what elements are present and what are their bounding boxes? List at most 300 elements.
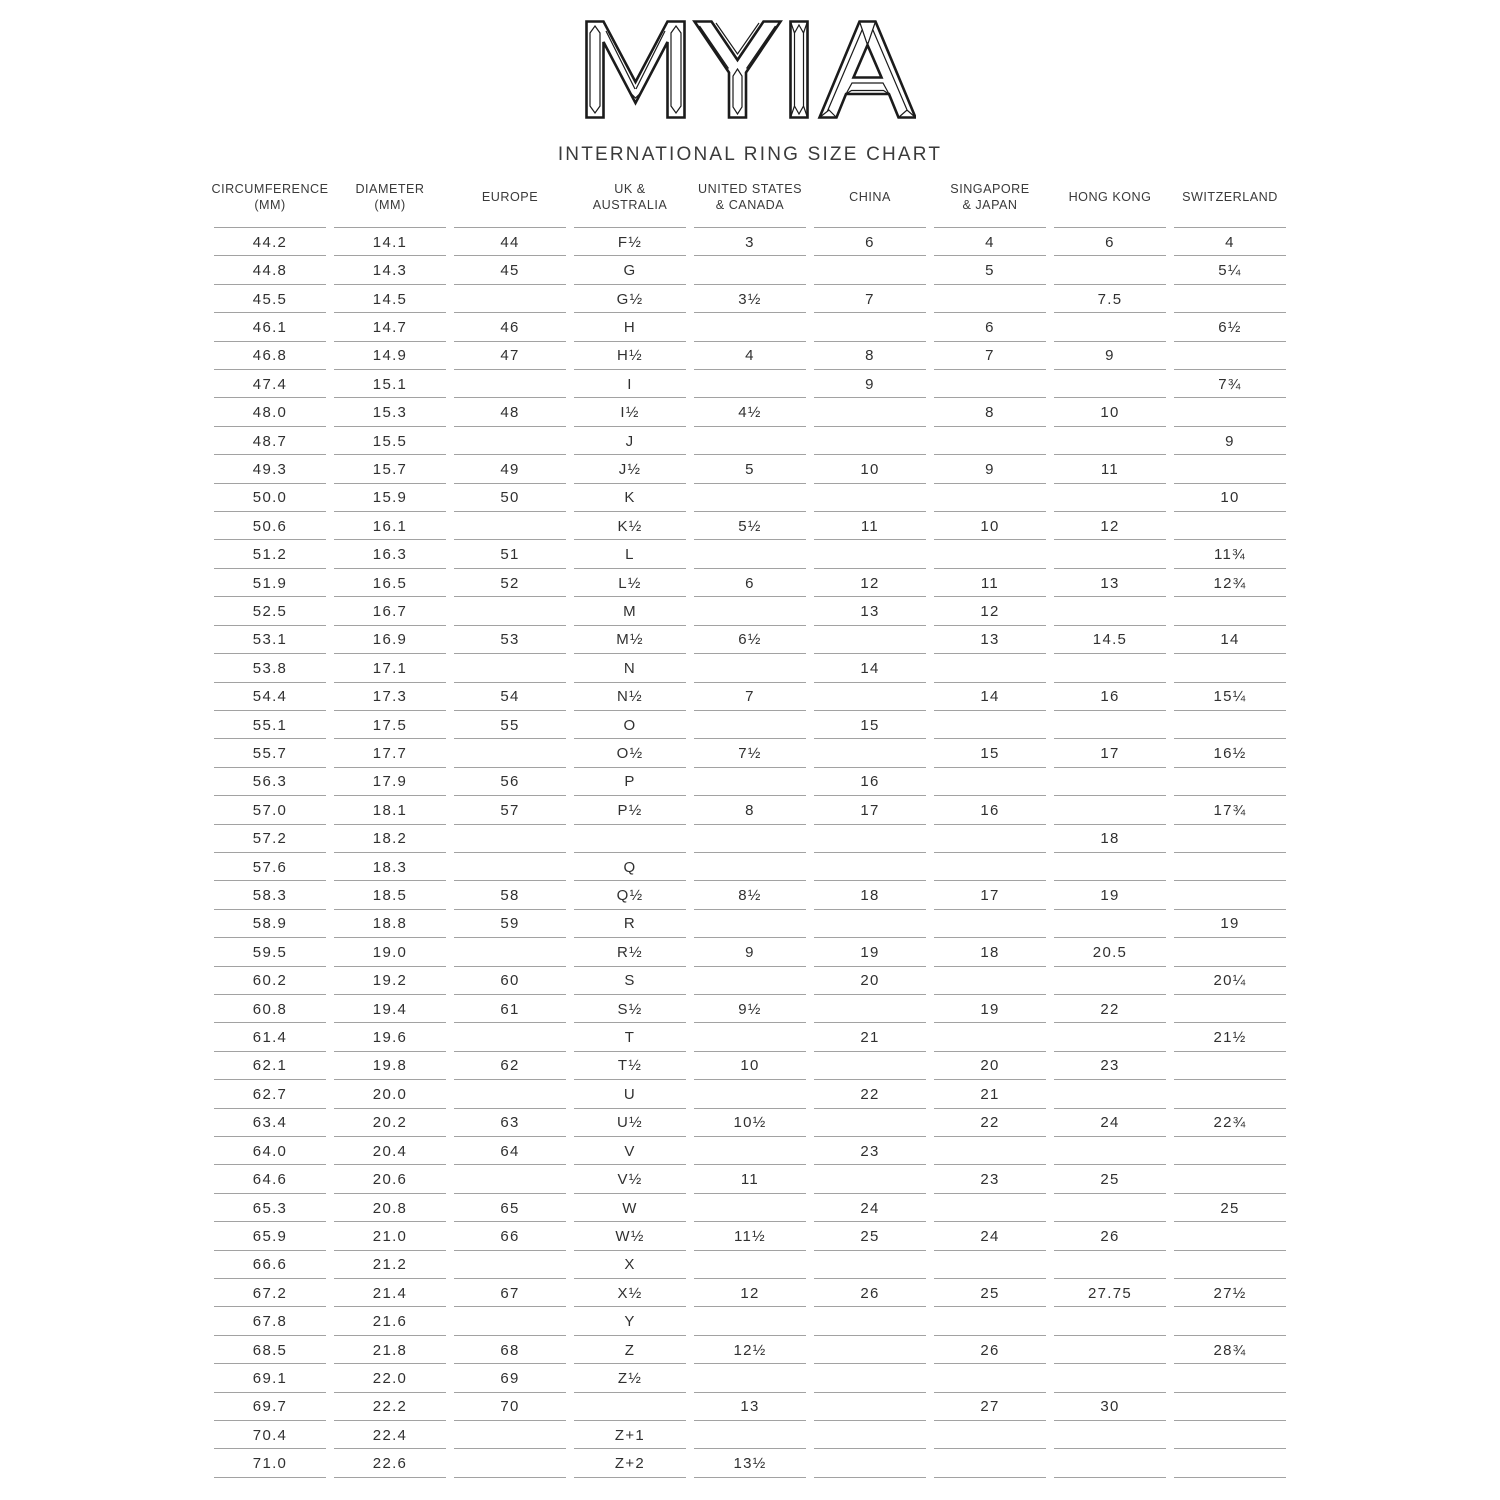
- cell-diameter-row-35: 20.8: [334, 1194, 446, 1222]
- cell-diameter-row-17: 17.3: [334, 683, 446, 711]
- cell-switzerland-row-4: 6½: [1174, 313, 1286, 341]
- cell-singapore-japan-row-40: 26: [934, 1336, 1046, 1364]
- cell-europe-row-27: 60: [454, 967, 566, 995]
- cell-switzerland-row-31: [1174, 1080, 1286, 1108]
- cell-uk-australia-row-41: Z½: [574, 1364, 686, 1392]
- cell-circumference-row-17: 54.4: [214, 683, 326, 711]
- cell-china-row-35: 24: [814, 1194, 926, 1222]
- myia-logo-icon: [585, 20, 916, 120]
- cell-hong-kong-row-25: [1054, 910, 1166, 938]
- cell-hong-kong-row-18: [1054, 711, 1166, 739]
- cell-us-canada-row-4: [694, 313, 806, 341]
- cell-hong-kong-row-26: 20.5: [1054, 938, 1166, 966]
- cell-hong-kong-row-11: 12: [1054, 512, 1166, 540]
- cell-hong-kong-row-31: [1054, 1080, 1166, 1108]
- cell-hong-kong-row-3: 7.5: [1054, 285, 1166, 313]
- cell-europe-row-19: [454, 739, 566, 767]
- cell-diameter-row-10: 15.9: [334, 484, 446, 512]
- cell-circumference-row-13: 51.9: [214, 569, 326, 597]
- cell-diameter-row-38: 21.4: [334, 1279, 446, 1307]
- cell-us-canada-row-13: 6: [694, 569, 806, 597]
- cell-hong-kong-row-37: [1054, 1251, 1166, 1279]
- cell-china-row-10: [814, 484, 926, 512]
- cell-europe-row-32: 63: [454, 1109, 566, 1137]
- cell-uk-australia-row-10: K: [574, 484, 686, 512]
- cell-switzerland-row-10: 10: [1174, 484, 1286, 512]
- cell-china-row-15: [814, 626, 926, 654]
- cell-uk-australia-row-37: X: [574, 1251, 686, 1279]
- cell-us-canada-row-5: 4: [694, 342, 806, 370]
- column-header-europe: [454, 181, 566, 228]
- cell-switzerland-row-32: 22¾: [1174, 1109, 1286, 1137]
- cell-hong-kong-row-36: 26: [1054, 1222, 1166, 1250]
- cell-singapore-japan-row-8: [934, 427, 1046, 455]
- cell-china-row-44: [814, 1449, 926, 1477]
- cell-us-canada-row-16: [694, 654, 806, 682]
- cell-uk-australia-row-32: U½: [574, 1109, 686, 1137]
- cell-us-canada-row-40: 12½: [694, 1336, 806, 1364]
- cell-circumference-row-32: 63.4: [214, 1109, 326, 1137]
- cell-china-row-12: [814, 540, 926, 568]
- cell-us-canada-row-10: [694, 484, 806, 512]
- cell-circumference-row-5: 46.8: [214, 342, 326, 370]
- cell-diameter-row-1: 14.1: [334, 228, 446, 256]
- cell-europe-row-41: 69: [454, 1364, 566, 1392]
- cell-hong-kong-row-30: 23: [1054, 1052, 1166, 1080]
- cell-uk-australia-row-1: F½: [574, 228, 686, 256]
- column-circumference: [210, 181, 330, 1478]
- cell-us-canada-row-37: [694, 1251, 806, 1279]
- cell-switzerland-row-43: [1174, 1421, 1286, 1449]
- cell-us-canada-row-33: [694, 1137, 806, 1165]
- cell-uk-australia-row-36: W½: [574, 1222, 686, 1250]
- cell-circumference-row-39: 67.8: [214, 1307, 326, 1335]
- cell-singapore-japan-row-34: 23: [934, 1165, 1046, 1193]
- cell-uk-australia-row-27: S: [574, 967, 686, 995]
- cell-uk-australia-row-8: J: [574, 427, 686, 455]
- cell-us-canada-row-19: 7½: [694, 739, 806, 767]
- cell-switzerland-row-29: 21½: [1174, 1023, 1286, 1051]
- cell-uk-australia-row-15: M½: [574, 626, 686, 654]
- cell-switzerland-row-44: [1174, 1449, 1286, 1477]
- cell-switzerland-row-22: [1174, 825, 1286, 853]
- cell-circumference-row-3: 45.5: [214, 285, 326, 313]
- cell-china-row-31: 22: [814, 1080, 926, 1108]
- cell-diameter-row-8: 15.5: [334, 427, 446, 455]
- cell-switzerland-row-41: [1174, 1364, 1286, 1392]
- cell-circumference-row-19: 55.7: [214, 739, 326, 767]
- cell-china-row-18: 15: [814, 711, 926, 739]
- cell-uk-australia-row-39: Y: [574, 1307, 686, 1335]
- cell-uk-australia-row-23: Q: [574, 853, 686, 881]
- cell-singapore-japan-row-26: 18: [934, 938, 1046, 966]
- cell-china-row-13: 12: [814, 569, 926, 597]
- cell-china-row-22: [814, 825, 926, 853]
- cell-circumference-row-34: 64.6: [214, 1165, 326, 1193]
- cell-singapore-japan-row-2: 5: [934, 256, 1046, 284]
- cell-singapore-japan-row-29: [934, 1023, 1046, 1051]
- cell-europe-row-1: 44: [454, 228, 566, 256]
- cell-hong-kong-row-43: [1054, 1421, 1166, 1449]
- cell-circumference-row-15: 53.1: [214, 626, 326, 654]
- cell-switzerland-row-33: [1174, 1137, 1286, 1165]
- cell-singapore-japan-row-41: [934, 1364, 1046, 1392]
- cell-circumference-row-1: 44.2: [214, 228, 326, 256]
- cell-hong-kong-row-32: 24: [1054, 1109, 1166, 1137]
- cell-china-row-25: [814, 910, 926, 938]
- cell-switzerland-row-37: [1174, 1251, 1286, 1279]
- cell-us-canada-row-15: 6½: [694, 626, 806, 654]
- cell-china-row-30: [814, 1052, 926, 1080]
- cell-uk-australia-row-22: [574, 825, 686, 853]
- cell-china-row-28: [814, 995, 926, 1023]
- cell-us-canada-row-29: [694, 1023, 806, 1051]
- cell-europe-row-10: 50: [454, 484, 566, 512]
- cell-diameter-row-43: 22.4: [334, 1421, 446, 1449]
- cell-uk-australia-row-16: N: [574, 654, 686, 682]
- cell-circumference-row-42: 69.7: [214, 1393, 326, 1421]
- cell-china-row-16: 14: [814, 654, 926, 682]
- cell-circumference-row-8: 48.7: [214, 427, 326, 455]
- cell-diameter-row-25: 18.8: [334, 910, 446, 938]
- cell-diameter-row-32: 20.2: [334, 1109, 446, 1137]
- cell-singapore-japan-row-42: 27: [934, 1393, 1046, 1421]
- cell-circumference-row-18: 55.1: [214, 711, 326, 739]
- cell-us-canada-row-2: [694, 256, 806, 284]
- cell-china-row-20: 16: [814, 768, 926, 796]
- cell-diameter-row-24: 18.5: [334, 881, 446, 909]
- cell-europe-row-24: 58: [454, 881, 566, 909]
- cell-europe-row-43: [454, 1421, 566, 1449]
- cell-europe-row-17: 54: [454, 683, 566, 711]
- cell-uk-australia-row-11: K½: [574, 512, 686, 540]
- cell-europe-row-6: [454, 370, 566, 398]
- cell-circumference-row-23: 57.6: [214, 853, 326, 881]
- cell-china-row-27: 20: [814, 967, 926, 995]
- column-uk-australia: [570, 181, 690, 1478]
- cell-circumference-row-44: 71.0: [214, 1449, 326, 1477]
- cell-europe-row-18: 55: [454, 711, 566, 739]
- cell-singapore-japan-row-13: 11: [934, 569, 1046, 597]
- column-header-uk-australia: [574, 181, 686, 228]
- cell-uk-australia-row-2: G: [574, 256, 686, 284]
- cell-singapore-japan-row-36: 24: [934, 1222, 1046, 1250]
- cell-europe-row-33: 64: [454, 1137, 566, 1165]
- cell-diameter-row-27: 19.2: [334, 967, 446, 995]
- cell-circumference-row-22: 57.2: [214, 825, 326, 853]
- cell-china-row-37: [814, 1251, 926, 1279]
- cell-singapore-japan-row-4: 6: [934, 313, 1046, 341]
- cell-hong-kong-row-20: [1054, 768, 1166, 796]
- cell-switzerland-row-5: [1174, 342, 1286, 370]
- header-label: UK &: [614, 182, 646, 196]
- cell-china-row-43: [814, 1421, 926, 1449]
- cell-hong-kong-row-28: 22: [1054, 995, 1166, 1023]
- cell-hong-kong-row-29: [1054, 1023, 1166, 1051]
- cell-singapore-japan-row-1: 4: [934, 228, 1046, 256]
- cell-circumference-row-24: 58.3: [214, 881, 326, 909]
- cell-hong-kong-row-1: 6: [1054, 228, 1166, 256]
- cell-circumference-row-38: 67.2: [214, 1279, 326, 1307]
- cell-uk-australia-row-29: T: [574, 1023, 686, 1051]
- cell-china-row-7: [814, 398, 926, 426]
- cell-us-canada-row-23: [694, 853, 806, 881]
- cell-europe-row-31: [454, 1080, 566, 1108]
- cell-hong-kong-row-10: [1054, 484, 1166, 512]
- cell-uk-australia-row-12: L: [574, 540, 686, 568]
- cell-us-canada-row-44: 13½: [694, 1449, 806, 1477]
- cell-us-canada-row-30: 10: [694, 1052, 806, 1080]
- cell-uk-australia-row-6: I: [574, 370, 686, 398]
- cell-us-canada-row-42: 13: [694, 1393, 806, 1421]
- cell-singapore-japan-row-43: [934, 1421, 1046, 1449]
- cell-uk-australia-row-26: R½: [574, 938, 686, 966]
- cell-hong-kong-row-38: 27.75: [1054, 1279, 1166, 1307]
- cell-diameter-row-40: 21.8: [334, 1336, 446, 1364]
- cell-china-row-33: 23: [814, 1137, 926, 1165]
- cell-us-canada-row-1: 3: [694, 228, 806, 256]
- cell-diameter-row-37: 21.2: [334, 1251, 446, 1279]
- cell-diameter-row-9: 15.7: [334, 455, 446, 483]
- cell-us-canada-row-24: 8½: [694, 881, 806, 909]
- cell-us-canada-row-11: 5½: [694, 512, 806, 540]
- cell-hong-kong-row-41: [1054, 1364, 1166, 1392]
- ring-size-table: [210, 181, 1290, 1478]
- cell-china-row-23: [814, 853, 926, 881]
- header-label: CIRCUMFERENCE: [211, 182, 329, 196]
- cell-singapore-japan-row-6: [934, 370, 1046, 398]
- cell-hong-kong-row-34: 25: [1054, 1165, 1166, 1193]
- cell-diameter-row-21: 18.1: [334, 796, 446, 824]
- cell-singapore-japan-row-5: 7: [934, 342, 1046, 370]
- cell-circumference-row-11: 50.6: [214, 512, 326, 540]
- header-label-line2: (MM): [254, 197, 286, 212]
- header-label: SINGAPORE: [950, 182, 1030, 196]
- cell-china-row-1: 6: [814, 228, 926, 256]
- cell-us-canada-row-9: 5: [694, 455, 806, 483]
- cell-circumference-row-9: 49.3: [214, 455, 326, 483]
- cell-europe-row-37: [454, 1251, 566, 1279]
- cell-europe-row-4: 46: [454, 313, 566, 341]
- cell-diameter-row-23: 18.3: [334, 853, 446, 881]
- header-label: HONG KONG: [1068, 189, 1152, 204]
- cell-switzerland-row-21: 17¾: [1174, 796, 1286, 824]
- cell-china-row-21: 17: [814, 796, 926, 824]
- cell-uk-australia-row-7: I½: [574, 398, 686, 426]
- cell-europe-row-25: 59: [454, 910, 566, 938]
- cell-europe-row-28: 61: [454, 995, 566, 1023]
- cell-diameter-row-28: 19.4: [334, 995, 446, 1023]
- cell-china-row-38: 26: [814, 1279, 926, 1307]
- header-label-line2: & CANADA: [715, 197, 785, 212]
- cell-uk-australia-row-18: O: [574, 711, 686, 739]
- cell-singapore-japan-row-10: [934, 484, 1046, 512]
- cell-uk-australia-row-14: M: [574, 597, 686, 625]
- brand-logo: [0, 20, 1500, 120]
- cell-china-row-34: [814, 1165, 926, 1193]
- column-header-circumference: [211, 181, 329, 228]
- cell-diameter-row-34: 20.6: [334, 1165, 446, 1193]
- cell-diameter-row-44: 22.6: [334, 1449, 446, 1477]
- cell-switzerland-row-39: [1174, 1307, 1286, 1335]
- cell-diameter-row-14: 16.7: [334, 597, 446, 625]
- cell-switzerland-row-6: 7¾: [1174, 370, 1286, 398]
- cell-switzerland-row-1: 4: [1174, 228, 1286, 256]
- cell-china-row-9: 10: [814, 455, 926, 483]
- cell-hong-kong-row-44: [1054, 1449, 1166, 1477]
- cell-circumference-row-21: 57.0: [214, 796, 326, 824]
- cell-singapore-japan-row-3: [934, 285, 1046, 313]
- cell-switzerland-row-20: [1174, 768, 1286, 796]
- cell-us-canada-row-41: [694, 1364, 806, 1392]
- cell-singapore-japan-row-30: 20: [934, 1052, 1046, 1080]
- cell-singapore-japan-row-37: [934, 1251, 1046, 1279]
- cell-switzerland-row-25: 19: [1174, 910, 1286, 938]
- cell-europe-row-23: [454, 853, 566, 881]
- cell-singapore-japan-row-27: [934, 967, 1046, 995]
- cell-singapore-japan-row-24: 17: [934, 881, 1046, 909]
- cell-switzerland-row-15: 14: [1174, 626, 1286, 654]
- cell-singapore-japan-row-17: 14: [934, 683, 1046, 711]
- cell-singapore-japan-row-7: 8: [934, 398, 1046, 426]
- cell-circumference-row-36: 65.9: [214, 1222, 326, 1250]
- cell-china-row-42: [814, 1393, 926, 1421]
- cell-europe-row-16: [454, 654, 566, 682]
- cell-us-canada-row-20: [694, 768, 806, 796]
- cell-hong-kong-row-22: 18: [1054, 825, 1166, 853]
- cell-diameter-row-5: 14.9: [334, 342, 446, 370]
- cell-diameter-row-36: 21.0: [334, 1222, 446, 1250]
- cell-diameter-row-22: 18.2: [334, 825, 446, 853]
- header-label: SWITZERLAND: [1182, 189, 1278, 204]
- cell-circumference-row-29: 61.4: [214, 1023, 326, 1051]
- cell-us-canada-row-32: 10½: [694, 1109, 806, 1137]
- cell-switzerland-row-28: [1174, 995, 1286, 1023]
- cell-diameter-row-7: 15.3: [334, 398, 446, 426]
- cell-china-row-29: 21: [814, 1023, 926, 1051]
- cell-europe-row-40: 68: [454, 1336, 566, 1364]
- header-label: EUROPE: [481, 189, 539, 204]
- cell-us-canada-row-28: 9½: [694, 995, 806, 1023]
- cell-circumference-row-10: 50.0: [214, 484, 326, 512]
- cell-singapore-japan-row-16: [934, 654, 1046, 682]
- cell-switzerland-row-38: 27½: [1174, 1279, 1286, 1307]
- cell-singapore-japan-row-15: 13: [934, 626, 1046, 654]
- cell-singapore-japan-row-33: [934, 1137, 1046, 1165]
- cell-uk-australia-row-30: T½: [574, 1052, 686, 1080]
- cell-uk-australia-row-9: J½: [574, 455, 686, 483]
- column-header-us-canada: [694, 181, 806, 228]
- cell-switzerland-row-11: [1174, 512, 1286, 540]
- cell-diameter-row-12: 16.3: [334, 540, 446, 568]
- cell-uk-australia-row-3: G½: [574, 285, 686, 313]
- cell-europe-row-35: 65: [454, 1194, 566, 1222]
- cell-singapore-japan-row-11: 10: [934, 512, 1046, 540]
- cell-circumference-row-14: 52.5: [214, 597, 326, 625]
- cell-china-row-3: 7: [814, 285, 926, 313]
- column-hong-kong: [1050, 181, 1170, 1478]
- cell-diameter-row-19: 17.7: [334, 739, 446, 767]
- cell-europe-row-8: [454, 427, 566, 455]
- cell-circumference-row-41: 69.1: [214, 1364, 326, 1392]
- cell-hong-kong-row-4: [1054, 313, 1166, 341]
- cell-us-canada-row-25: [694, 910, 806, 938]
- cell-hong-kong-row-14: [1054, 597, 1166, 625]
- cell-circumference-row-2: 44.8: [214, 256, 326, 284]
- cell-europe-row-21: 57: [454, 796, 566, 824]
- header-label-line2: AUSTRALIA: [592, 197, 668, 212]
- cell-china-row-41: [814, 1364, 926, 1392]
- cell-singapore-japan-row-14: 12: [934, 597, 1046, 625]
- cell-china-row-40: [814, 1336, 926, 1364]
- column-header-diameter: [334, 181, 446, 228]
- cell-singapore-japan-row-38: 25: [934, 1279, 1046, 1307]
- cell-us-canada-row-39: [694, 1307, 806, 1335]
- cell-circumference-row-6: 47.4: [214, 370, 326, 398]
- cell-diameter-row-33: 20.4: [334, 1137, 446, 1165]
- cell-uk-australia-row-13: L½: [574, 569, 686, 597]
- cell-circumference-row-20: 56.3: [214, 768, 326, 796]
- cell-china-row-26: 19: [814, 938, 926, 966]
- cell-europe-row-2: 45: [454, 256, 566, 284]
- cell-diameter-row-15: 16.9: [334, 626, 446, 654]
- cell-europe-row-7: 48: [454, 398, 566, 426]
- cell-diameter-row-30: 19.8: [334, 1052, 446, 1080]
- cell-uk-australia-row-5: H½: [574, 342, 686, 370]
- cell-europe-row-3: [454, 285, 566, 313]
- cell-switzerland-row-2: 5¼: [1174, 256, 1286, 284]
- cell-europe-row-39: [454, 1307, 566, 1335]
- cell-diameter-row-4: 14.7: [334, 313, 446, 341]
- cell-china-row-11: 11: [814, 512, 926, 540]
- cell-singapore-japan-row-18: [934, 711, 1046, 739]
- cell-switzerland-row-42: [1174, 1393, 1286, 1421]
- cell-singapore-japan-row-35: [934, 1194, 1046, 1222]
- cell-uk-australia-row-25: R: [574, 910, 686, 938]
- cell-china-row-24: 18: [814, 881, 926, 909]
- column-singapore-japan: [930, 181, 1050, 1478]
- cell-uk-australia-row-17: N½: [574, 683, 686, 711]
- cell-diameter-row-20: 17.9: [334, 768, 446, 796]
- cell-china-row-32: [814, 1109, 926, 1137]
- cell-us-canada-row-26: 9: [694, 938, 806, 966]
- cell-diameter-row-3: 14.5: [334, 285, 446, 313]
- column-header-singapore-japan: [934, 181, 1046, 228]
- cell-china-row-5: 8: [814, 342, 926, 370]
- cell-us-canada-row-17: 7: [694, 683, 806, 711]
- cell-switzerland-row-34: [1174, 1165, 1286, 1193]
- cell-us-canada-row-12: [694, 540, 806, 568]
- cell-singapore-japan-row-9: 9: [934, 455, 1046, 483]
- cell-circumference-row-37: 66.6: [214, 1251, 326, 1279]
- cell-circumference-row-31: 62.7: [214, 1080, 326, 1108]
- column-us-canada: [690, 181, 810, 1478]
- cell-diameter-row-26: 19.0: [334, 938, 446, 966]
- cell-switzerland-row-30: [1174, 1052, 1286, 1080]
- cell-us-canada-row-7: 4½: [694, 398, 806, 426]
- cell-switzerland-row-9: [1174, 455, 1286, 483]
- cell-china-row-8: [814, 427, 926, 455]
- cell-us-canada-row-35: [694, 1194, 806, 1222]
- cell-us-canada-row-43: [694, 1421, 806, 1449]
- cell-hong-kong-row-33: [1054, 1137, 1166, 1165]
- cell-china-row-39: [814, 1307, 926, 1335]
- cell-uk-australia-row-33: V: [574, 1137, 686, 1165]
- cell-hong-kong-row-42: 30: [1054, 1393, 1166, 1421]
- cell-europe-row-26: [454, 938, 566, 966]
- cell-china-row-6: 9: [814, 370, 926, 398]
- cell-circumference-row-27: 60.2: [214, 967, 326, 995]
